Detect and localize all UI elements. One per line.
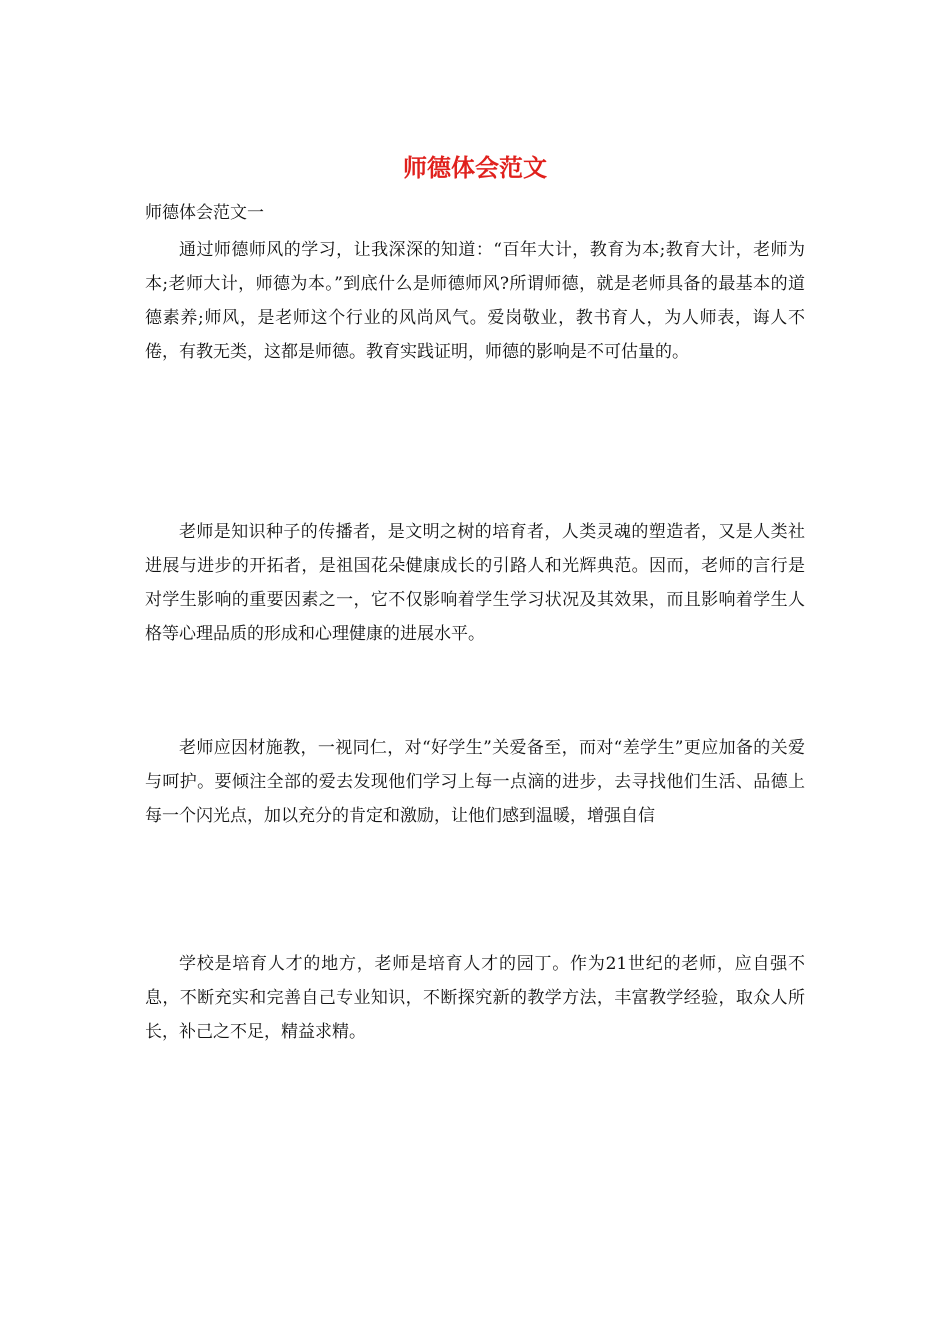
document-subtitle: 师德体会范文一	[145, 203, 264, 223]
paragraph-2: 老师是知识种子的传播者，是文明之树的培育者，人类灵魂的塑造者，又是人类社进展与进步的开拓者，是祖国花朵健康成长的引路人和光辉典范。因而，老师的言行是对学生影响的重要因素之一，它不仅影响着学生学习状况及其效果，而且影响着学生人格等心理品质的形成和心理健康的进展水平。	[145, 522, 805, 644]
document-title: 师德体会范文	[403, 153, 547, 182]
paragraph-3: 老师应因材施教，一视同仁，对“好学生”关爱备至，而对“差学生”更应加备的关爱与呵护。要倾注全部的爱去发现他们学习上每一点滴的进步，去寻找他们生活、品德上每一个闪光点，加以充分的肯定和激励，让他们感到温暖，增强自信	[145, 738, 805, 826]
paragraph-1: 通过师德师风的学习，让我深深的知道：“百年大计，教育为本;教育大计，老师为本;老师大计，师德为本。”到底什么是师德师风?所谓师德，就是老师具备的最基本的道德素养;师风，是老师这个行业的风尚风气。爱岗敬业，教书育人，为人师表，诲人不倦，有教无类，这都是师德。教育实践证明，师德的影响是不可估量的。	[145, 240, 805, 362]
paragraph-4: 学校是培育人才的地方，老师是培育人才的园丁。作为21世纪的老师，应自强不息，不断充实和完善自己专业知识，不断探究新的教学方法，丰富教学经验，取众人所长，补己之不足，精益求精。	[145, 954, 805, 1042]
